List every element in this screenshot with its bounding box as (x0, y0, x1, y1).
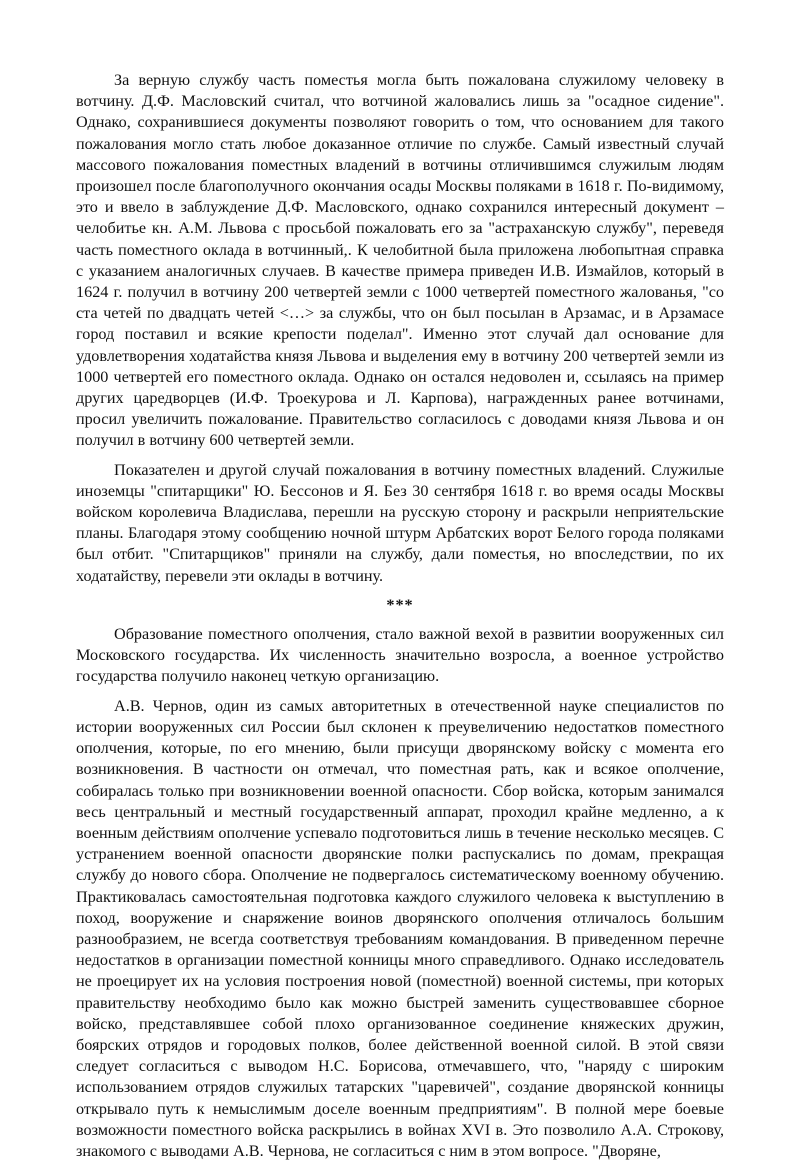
paragraph-militia-formation: Образование поместного ополчения, стало важной вехой в развитии вооруженных сил Московского государства. Их численность значительно возросла, а военное устройство государства получило наконец четкую организацию. (76, 625, 724, 686)
paragraph-votchina-grants: За верную службу часть поместья могла быть пожалована служилому человеку в вотчину. Д.Ф. Масловский считал, что вотчиной жаловались лишь за "осадное сидение". Однако, сохранившиеся документы позволяют говорить о том, что основанием для такого пожалования могло стать любое доказанное отличие по службе. Самый известный случай массового пожалования поместных владений в вотчины отличившимся служилым людям произошел после благополучного окончания осады Москвы поляками в 1618 г. По-видимому, это и ввело в заблуждение Д.Ф. Масловского, однако сохранился интересный документ – челобитье кн. А.М. Львова с просьбой пожаловать его за "астраханскую службу", переведя часть поместного оклада в вотчинный,. К челобитной была приложена любопытная справка с указанием аналогичных случаев. В качестве примера приведен И.В. Измайлов, который в 1624 г. получил в вотчину 200 четвертей земли с 1000 четвертей поместного жалованья, "со ста четей по двадцать четей <…> за службы, что он был посылан в Арзамас, и в Арзамасе город поставил и всякие крепости поделал". Именно этот случай дал основание для удовлетворения ходатайства князя Львова и выделения ему в вотчину 200 четвертей земли из 1000 четвертей его поместного оклада. Однако он остался недоволен и, ссылаясь на пример других царедворцев (И.Ф. Троекурова и Л. Карпова), награжденных ранее вотчинами, просил увеличить пожалование. Правительство согласилось с доводами князя Львова и он получил в вотчину 600 четвертей земли. (76, 71, 724, 450)
paragraph-spitarshchiki: Показателен и другой случай пожалования в вотчину поместных владений. Служилые иноземцы "спитарщики" Ю. Бессонов и Я. Без 30 сентября 1618 г. во время осады Москвы войском королевича Владислава, перешли на русскую сторону и раскрыли неприятельские планы. Благодаря этому сообщению ночной штурм Арбатских ворот Белого города поляками был отбит. "Спитарщиков" приняли на службу, дали поместья, но впоследствии, по их ходатайству, перевели эти оклады в вотчину. (76, 460, 724, 585)
section-separator: *** (386, 595, 414, 614)
paragraph-chernov-analysis: А.В. Чернов, один из самых авторитетных в отечественной науке специалистов по истории вооруженных сил России был склонен к преувеличению недостатков поместного ополчения, которые, по его мнению, были присущи дворянскому войску с момента его возникновения. В частности он отмечал, что поместная рать, как и всякое ополчение, собиралась только при возникновении военной опасности. Сбор войска, которым занимался весь центральный и местный государственный аппарат, проходил крайне медленно, а к военным действиям ополчение успевало подготовиться лишь в течение несколько месяцев. С устранением военной опасности дворянские полки распускались по домам, прекращая службу до нового сбора. Ополчение не подвергалось систематическому военному обучению. Практиковалась самостоятельная подготовка каждого служилого человека к выступлению в поход, вооружение и снаряжение воинов дворянского ополчения отличалось большим разнообразием, не всегда соответствуя требованиям командования. В приведенном перечне недостатков в организации поместной конницы много справедливого. Однако исследователь не проецирует их на условия построения новой (поместной) военной системы, при которых правительству необходимо было как можно быстрей заменить существовавшее сборное войско, представлявшее собой плохо организованное соединение княжеских дружин, боярских отрядов и городовых полков, более действенной военной силой. В этой связи следует согласиться с выводом Н.С. Борисова, отмечавшего, что, "наряду с широким использованием отрядов служилых татарских "царевичей", создание дворянской конницы открывало путь к немыслимым доселе военным предприятиям". В полной мере боевые возможности поместного войска раскрылись в войнах XVI в. Это позволило А.А. Строкову, знакомого с выводами А.В. Чернова, не согласиться с ним в этом вопросе. "Дворяне, (76, 696, 724, 1160)
document-page (76, 70, 724, 1170)
